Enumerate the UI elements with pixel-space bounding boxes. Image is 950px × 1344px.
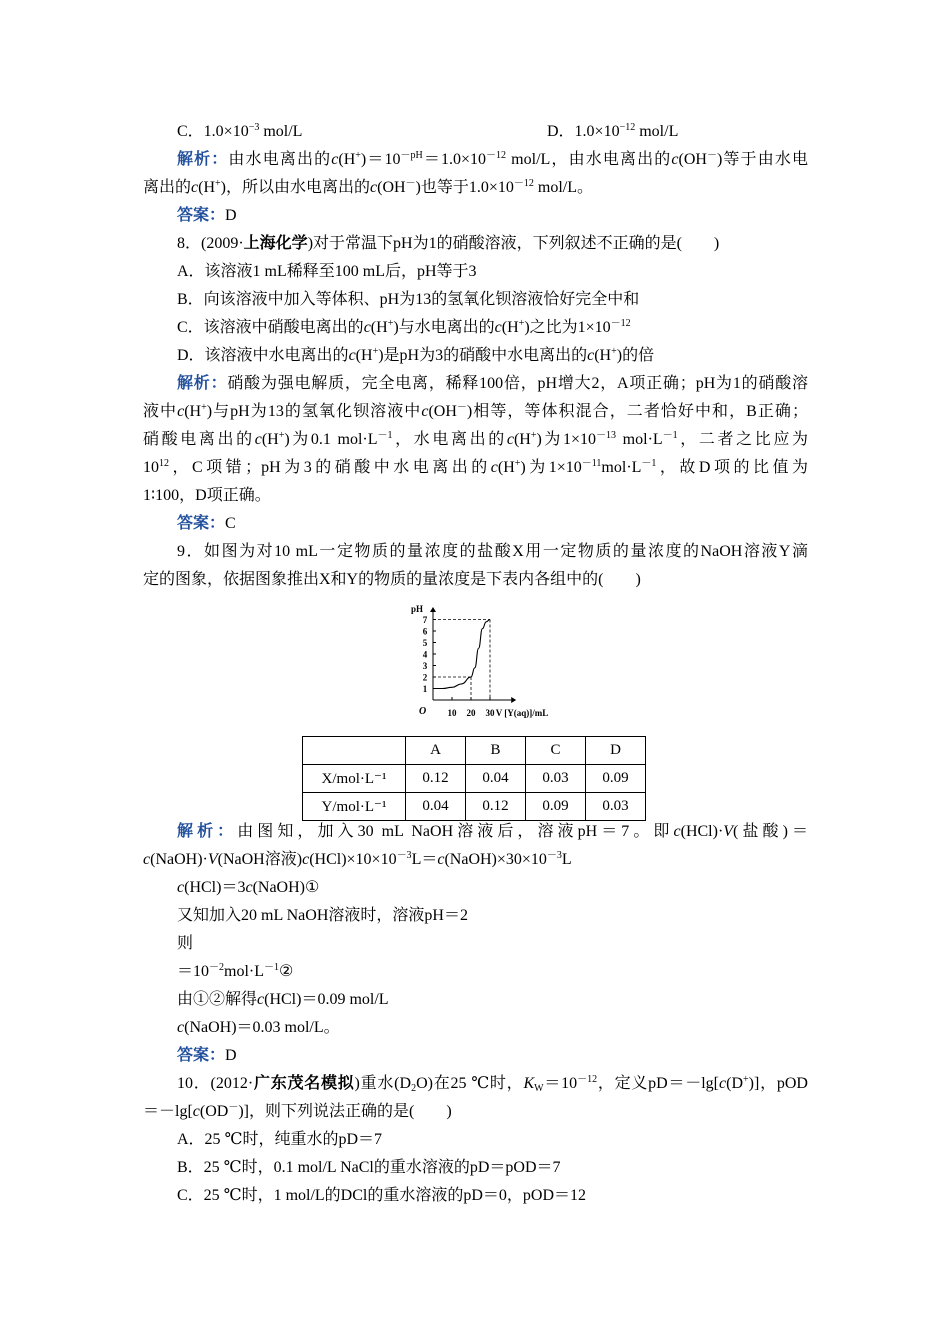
q7-option-c: C．$1.0\times 10^{-3}$ mol/L bbox=[177, 122, 303, 140]
q10-option-b: B．25 ℃时，0.1 mol/L NaCl的重水溶液的pD＝pOD＝7 bbox=[177, 1159, 561, 1176]
table-cell: C bbox=[526, 737, 586, 765]
q8-option-c: C．该溶液中硝酸电离出的c(H+)与水电离出的c(H+)之比为$1\times 10^{-12}$ bbox=[177, 318, 631, 336]
q8-analysis-line3: 硝酸电离出的c(H+)为0.1 $mol\cdot L^{-1}$，水电离出的c(H+)为$1\times 10^{-13}$ $mol\cdot L^{-1}$，二者之比应为 bbox=[143, 430, 808, 448]
table-cell: 0.04 bbox=[406, 793, 466, 821]
q8-option-b: B．向该溶液中加入等体积、pH为13的氢氧化钡溶液恰好完全中和 bbox=[177, 291, 640, 308]
y-tick-label: 2 bbox=[422, 672, 428, 683]
question-source: 广东茂名模拟 bbox=[253, 1075, 355, 1092]
titration-curve bbox=[433, 620, 490, 689]
y-tick-label: 4 bbox=[422, 649, 428, 660]
analysis-label: 解析： bbox=[177, 375, 228, 392]
table-row bbox=[303, 793, 646, 821]
y-tick-label: 3 bbox=[422, 661, 428, 671]
q8-option-d: D．该溶液中水电离出的c(H+)是pH为3的硝酸中水电离出的c(H+)的倍 bbox=[177, 346, 655, 364]
y-axis-arrow bbox=[430, 607, 436, 612]
table-header-row bbox=[303, 737, 646, 765]
origin-label: O bbox=[419, 706, 427, 717]
table-cell: D bbox=[586, 737, 646, 765]
table-cell: Y/mol·L⁻¹ bbox=[303, 793, 406, 821]
y-tick-label: 6 bbox=[422, 626, 428, 637]
x-tick-label: 30 bbox=[485, 708, 495, 718]
y-tick-label: 5 bbox=[422, 638, 428, 648]
analysis-label: 解析： bbox=[177, 151, 229, 168]
x-axis-arrow bbox=[511, 697, 516, 703]
q10-stem-line2: ＝－lg[c(OD－)]，则下列说法正确的是( ) bbox=[143, 1102, 452, 1120]
table-cell: 0.04 bbox=[466, 765, 526, 793]
answer-value: D bbox=[225, 207, 237, 224]
y-tick-label: 7 bbox=[422, 615, 428, 625]
q8-analysis-line5: 1∶100，D项正确。 bbox=[143, 487, 271, 504]
x-axis-label: V [Y(aq)]/mL bbox=[495, 708, 549, 718]
question-number: 8．(2009· bbox=[177, 235, 244, 252]
q9-stem-line2: 定的图象，依据图象推出X和Y的物质的量浓度是下表内各组中的( ) bbox=[143, 571, 641, 588]
q9-analysis-line7: 由①②解得c(HCl)＝0.09 mol/L bbox=[177, 991, 389, 1008]
q7-option-d: D．$1.0\times 10^{-12}$ mol/L bbox=[547, 122, 679, 140]
question-source: 上海化学 bbox=[243, 235, 308, 252]
q8-answer bbox=[177, 510, 236, 538]
table-cell: 0.09 bbox=[586, 765, 646, 793]
q9-analysis-line6: $=10^{-2}mol\cdot L^{-1}②$ bbox=[177, 962, 294, 980]
y-tick-label: 1 bbox=[422, 684, 428, 694]
q7-analysis-line1: 解析：由水电离出的$c(H^+)=10^{-pH}=1.0\times 10^{-12}$ mol/L，由水电离出的c(OH－)等于由水电 bbox=[177, 150, 808, 168]
x-tick-label: 10 bbox=[447, 708, 457, 718]
table-cell: A bbox=[406, 737, 466, 765]
q10-option-c: C．25 ℃时，1 mol/L的DCl的重水溶液的pD＝0，pOD＝12 bbox=[177, 1187, 587, 1204]
q8-option-a: A．该溶液1 mL稀释至100 mL后，pH等于3 bbox=[177, 263, 477, 280]
q9-analysis-line8: c(NaOH)＝0.03 mol/L。 bbox=[177, 1019, 340, 1036]
table-cell: B bbox=[466, 737, 526, 765]
answer-label: 答案： bbox=[177, 515, 226, 532]
q9-answer bbox=[177, 1042, 237, 1070]
q8-stem bbox=[177, 230, 719, 258]
q7-analysis-line2: 离出的c(H+)，所以由水电离出的c(OH－)也等于$1.0\times 10^{-12}$ mol/L。 bbox=[143, 178, 594, 196]
table-cell bbox=[303, 737, 406, 765]
q9-analysis-line3: c(HCl)＝3c(NaOH)① bbox=[177, 879, 320, 896]
q9-analysis-line2: c(NaOH)·V(NaOH溶液)$c(HCl)\times 10\times 10^{-3}L=c(NaOH)\times 30\times 10^{-3}L$ bbox=[143, 850, 572, 868]
table-cell: X/mol·L⁻¹ bbox=[303, 765, 406, 793]
q10-option-a: A．25 ℃时，纯重水的pD＝7 bbox=[177, 1131, 383, 1148]
titration-chart bbox=[409, 598, 581, 726]
question-stem: )对于常温下pH为1的硝酸溶液，下列叙述不正确的是( ) bbox=[307, 235, 720, 252]
table-cell: 0.03 bbox=[526, 765, 586, 793]
q10-stem-line1: 10．(2012·广东茂名模拟)重水$(D_2O)$在25 ℃时，$K_W=10^{-12}$，定义pD＝－lg[c(D+)]，pOD bbox=[177, 1074, 808, 1094]
q8-analysis-line4: $10^{12}$，C项错；pH为3的硝酸中水电离出的c(H+)为$1\times 10^{-11}mol\cdot L^{-1}$，故D项的比值为 bbox=[143, 458, 808, 476]
q8-analysis-line2: 液中c(H+)与pH为13的氢氧化钡溶液中c(OH－)相等，等体积混合，二者恰好中和，B正确； bbox=[143, 402, 808, 420]
y-axis-label: pH bbox=[411, 604, 424, 614]
table-row bbox=[303, 765, 646, 793]
q9-analysis-line1: 解析：由图知，加入30 mL NaOH溶液后，溶液pH＝7。即c(HCl)·V(盐酸)＝ bbox=[177, 823, 808, 840]
analysis-label: 解析： bbox=[177, 823, 238, 840]
answer-label: 答案： bbox=[177, 1047, 226, 1064]
q8-analysis-line1: 解析：硝酸为强电解质，完全电离，稀释100倍，pH增大2，A项正确；pH为1的硝酸溶 bbox=[177, 375, 808, 392]
table-cell: 0.09 bbox=[526, 793, 586, 821]
q9-analysis-line4: 又知加入20 mL NaOH溶液时，溶液pH＝2 bbox=[177, 907, 468, 924]
x-tick-label: 20 bbox=[466, 708, 476, 718]
answer-label: 答案： bbox=[177, 207, 226, 224]
q9-analysis-line5: 则 bbox=[177, 935, 194, 952]
q9-stem-line1: 9．如图为对10 mL一定物质的量浓度的盐酸X用一定物质的量浓度的NaOH溶液Y滴 bbox=[177, 543, 808, 560]
answer-table bbox=[302, 736, 646, 821]
table-cell: 0.12 bbox=[406, 765, 466, 793]
answer-value: D bbox=[225, 1047, 237, 1064]
q7-answer bbox=[177, 202, 237, 230]
table-cell: 0.03 bbox=[586, 793, 646, 821]
answer-value: C bbox=[225, 515, 236, 532]
table-cell: 0.12 bbox=[466, 793, 526, 821]
